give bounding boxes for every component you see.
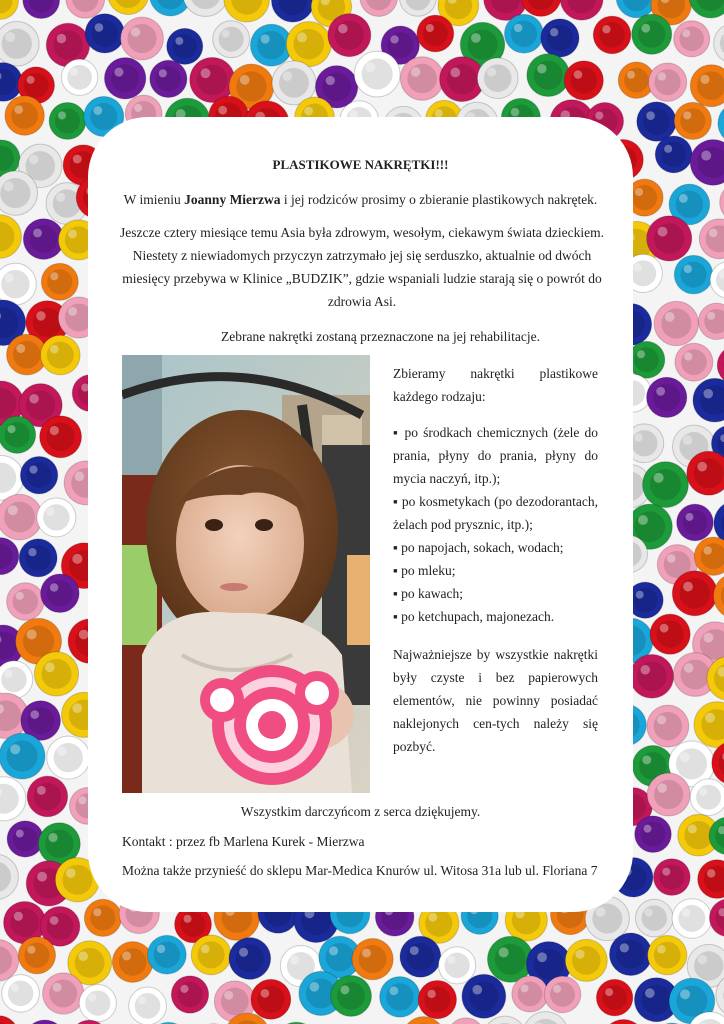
bottle-cap xyxy=(400,57,444,101)
bottle-cap xyxy=(27,776,68,817)
bottle-cap xyxy=(709,899,724,937)
contact-line: Kontakt : przez fb Marlena Kurek - Mierzwa xyxy=(122,834,365,849)
bottle-cap xyxy=(23,219,64,260)
bottle-cap xyxy=(400,0,437,16)
bottle-cap xyxy=(674,102,711,139)
bottle-cap xyxy=(689,0,724,18)
collect-list-item: ▪ po kawach; xyxy=(393,586,464,601)
bottle-cap xyxy=(286,22,331,67)
bottle-cap xyxy=(672,899,712,939)
child-name: Joanny Mierzwa xyxy=(184,192,281,207)
bottle-cap xyxy=(632,14,672,54)
collect-list xyxy=(393,421,598,628)
bottle-cap xyxy=(0,263,36,305)
bottle-cap xyxy=(647,216,692,261)
bottle-cap xyxy=(654,859,691,896)
bottle-cap xyxy=(527,54,570,97)
bottle-cap xyxy=(718,103,724,144)
bottle-cap xyxy=(635,899,673,937)
bottle-cap xyxy=(49,103,86,140)
bottle-cap xyxy=(564,61,603,100)
thanks-line: Wszystkim darczyńcom z serca dziękujemy. xyxy=(240,804,481,819)
bottle-cap xyxy=(647,705,689,747)
bottle-cap xyxy=(40,416,82,458)
bottle-cap xyxy=(648,935,687,974)
bottle-cap xyxy=(447,1018,484,1024)
bottle-cap xyxy=(674,21,710,57)
bottle-cap xyxy=(380,977,420,1017)
bottle-cap xyxy=(0,494,42,540)
bottle-cap xyxy=(400,936,441,977)
bottle-cap xyxy=(0,777,26,821)
bottle-cap xyxy=(635,816,672,853)
bottle-cap xyxy=(699,219,724,259)
bottle-cap xyxy=(512,976,548,1012)
bottle-cap xyxy=(79,985,116,1022)
bottle-cap xyxy=(272,0,315,22)
bottle-cap xyxy=(191,935,231,975)
collect-list-item: ▪ po środkach chemicznych (żele do prania, płyny do prania, płyny do mycia naczyń, itp.); xyxy=(393,425,598,486)
bottle-cap xyxy=(544,976,581,1013)
child-photo xyxy=(122,355,370,793)
bottle-cap xyxy=(462,974,506,1018)
bottle-cap xyxy=(331,976,372,1017)
collect-list-item: ▪ po napojach, sokach, wodach; xyxy=(393,540,564,555)
bottle-cap xyxy=(505,14,544,53)
bottle-cap xyxy=(167,28,203,64)
bottle-cap xyxy=(714,24,724,63)
bottle-cap xyxy=(7,821,43,857)
bottle-cap xyxy=(521,0,562,16)
bottle-cap xyxy=(698,303,724,339)
bottle-cap xyxy=(112,942,153,983)
bottle-cap xyxy=(43,973,84,1014)
bottle-cap xyxy=(602,1019,644,1024)
collect-intro: Zbieramy nakrętki plastikowe każdego rodzaju: xyxy=(393,366,598,404)
bottle-cap xyxy=(647,377,687,417)
bottle-cap xyxy=(18,937,55,974)
bottle-cap xyxy=(0,854,18,899)
bottle-cap xyxy=(477,58,518,99)
bottle-cap xyxy=(213,21,250,58)
bottle-cap xyxy=(0,1016,19,1024)
bottle-cap xyxy=(609,933,651,975)
bottle-cap xyxy=(713,573,724,619)
collect-list-item: ▪ po kosmetykach (po dezodorantach, żelach pod prysznic, itp.); xyxy=(393,494,598,532)
bottle-cap xyxy=(2,975,40,1013)
bottle-cap xyxy=(710,262,724,298)
bottle-cap xyxy=(418,980,456,1018)
bottle-cap xyxy=(352,939,393,980)
bottle-cap xyxy=(41,263,78,300)
bottle-cap xyxy=(147,935,186,974)
bottle-cap xyxy=(41,574,80,613)
intro-paragraph: W imieniu Joanny Mierzwa i jej rodziców prosimy o zbieranie plastikowych nakrętek. xyxy=(123,192,598,207)
bottle-cap xyxy=(23,0,60,18)
bottle-cap xyxy=(354,51,400,97)
bottle-cap xyxy=(24,1020,66,1024)
bottle-cap xyxy=(677,504,714,541)
bottle-cap xyxy=(47,736,90,779)
bottle-cap xyxy=(690,779,724,816)
bottle-cap xyxy=(171,976,208,1013)
bottle-cap xyxy=(251,979,291,1019)
bottle-cap xyxy=(694,537,724,575)
bottle-cap xyxy=(108,0,149,15)
bottle-cap xyxy=(328,14,371,57)
bottle-cap xyxy=(129,987,167,1024)
bottle-cap xyxy=(674,255,713,294)
bottle-cap xyxy=(690,140,724,186)
bottle-cap xyxy=(224,0,270,22)
bottle-cap xyxy=(596,979,632,1015)
bottle-cap xyxy=(655,136,692,173)
bottle-cap xyxy=(0,416,36,453)
bottle-cap xyxy=(0,733,45,779)
bottle-cap xyxy=(541,19,579,57)
bottle-cap xyxy=(61,59,97,95)
bottle-cap xyxy=(20,456,57,493)
bottle-cap xyxy=(0,21,39,66)
bottle-cap xyxy=(360,0,398,16)
bottle-cap xyxy=(0,455,23,500)
bottle-cap xyxy=(84,899,121,936)
bottle-cap xyxy=(7,583,44,620)
bottle-cap xyxy=(593,16,631,54)
bottle-cap xyxy=(40,335,80,375)
bottle-cap xyxy=(650,614,690,654)
bottle-cap xyxy=(85,14,124,53)
bottle-cap xyxy=(698,860,724,899)
bottle-cap xyxy=(693,378,724,422)
bottle-cap xyxy=(417,15,454,52)
flyer-card xyxy=(88,117,633,912)
bottle-cap xyxy=(647,773,690,816)
bottle-cap xyxy=(34,652,78,696)
bottle-cap xyxy=(654,301,698,345)
bottle-cap xyxy=(183,0,228,16)
bottle-cap xyxy=(5,96,44,135)
bottle-cap xyxy=(0,538,19,575)
shop-line: Można także przynieść do sklepu Mar-Medica Knurów ul. Witosa 31a lub ul. Floriana 7 xyxy=(122,863,598,878)
bottle-cap xyxy=(0,215,21,259)
bottle-cap xyxy=(19,539,57,577)
bottle-cap xyxy=(121,17,164,60)
collect-list-item: ▪ po mleku; xyxy=(393,563,456,578)
flyer-title: PLASTIKOWE NAKRĘTKI!!! xyxy=(272,157,449,172)
bottle-cap xyxy=(643,462,689,508)
bottle-cap xyxy=(0,0,18,19)
bottle-cap xyxy=(648,63,686,101)
bottle-cap xyxy=(37,498,76,537)
bottle-cap xyxy=(675,343,713,381)
bottle-cap xyxy=(560,0,603,20)
bottle-cap xyxy=(672,571,717,616)
bottle-cap xyxy=(565,939,607,981)
bottle-cap xyxy=(150,60,187,97)
bottle-cap xyxy=(630,654,674,698)
bottle-cap xyxy=(720,183,724,223)
rehab-note: Zebrane nakrętki zostaną przeznaczone na jej rehabilitacje. xyxy=(221,329,540,344)
important-note: Najważniejsze by wszystkie nakrętki były czyste i bez papierowych elementów, nie powinny posiadać naklejonych cen-tych należy się pozbyć. xyxy=(393,647,598,754)
bottle-cap xyxy=(690,65,724,107)
bottle-cap xyxy=(637,102,676,141)
bottle-cap xyxy=(229,938,271,980)
story-paragraph: Jeszcze cztery miesiące temu Asia była zdrowym, wesołym, ciekawym świata dzieckiem. Niestety z niewiadomych przyczyn zatrzymało jej się serduszko, aktualnie od dwóch miesięcy przebywa w Klinice „BUDZIK”, gdzie wspaniali ludzie starają się o powrót do zdrowia Asi. xyxy=(120,225,604,309)
bottle-cap xyxy=(438,947,475,984)
bottle-cap xyxy=(694,702,724,748)
bottle-cap xyxy=(523,1012,568,1024)
bottle-cap xyxy=(104,58,145,99)
collect-list-item: ▪ po ketchupach, majonezach. xyxy=(393,609,555,624)
